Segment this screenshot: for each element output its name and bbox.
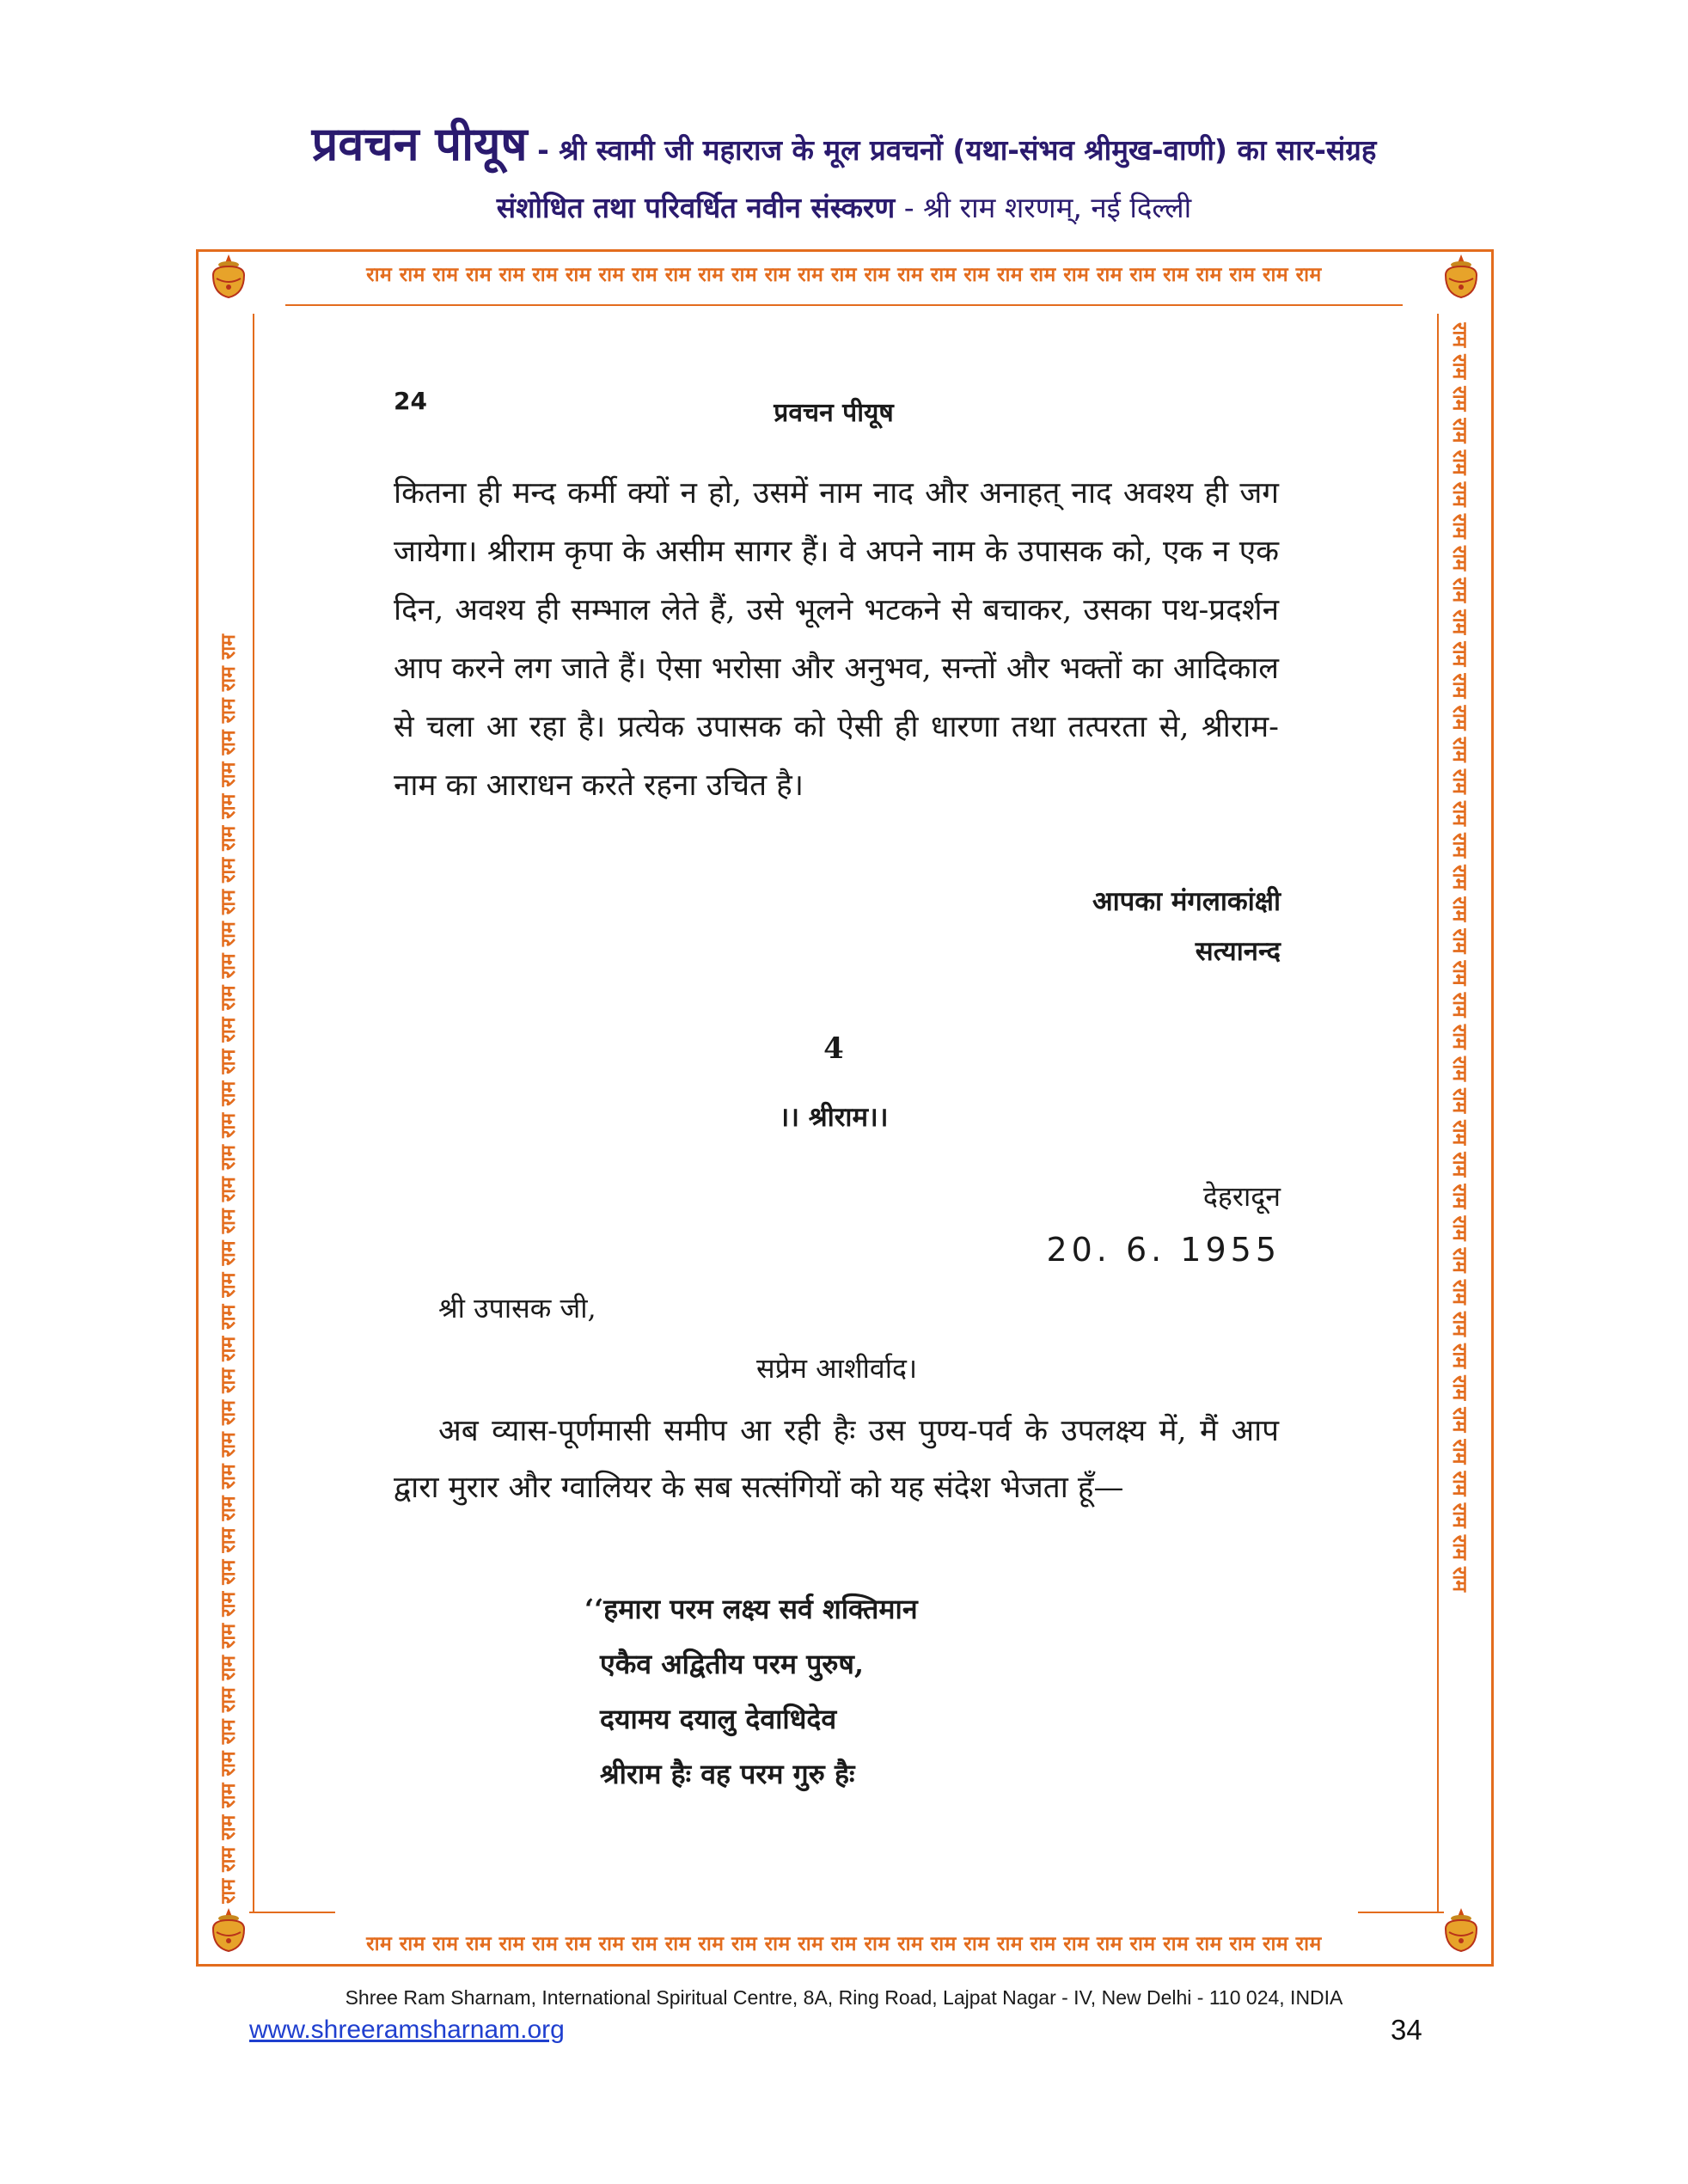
poem-line: ‘‘हमारा परम लक्ष्य सर्व शक्तिमान bbox=[584, 1593, 918, 1625]
kalash-icon bbox=[1435, 1905, 1487, 1956]
document-subheader bbox=[0, 187, 1688, 226]
kalash-icon bbox=[203, 251, 254, 303]
website-link[interactable]: www.shreeramsharnam.org bbox=[249, 2016, 565, 2044]
book-page-number: 24 bbox=[394, 387, 427, 415]
poem-line: एकैव अद्वितीय परम पुरुष, bbox=[600, 1648, 865, 1680]
book-running-title: प्रवचन पीयूष bbox=[774, 398, 894, 428]
ram-border-left-text: राम राम राम राम राम राम राम राम राम राम राम राम राम राम राम राम राम राम राम राम राम राम राम राम राम राम राम राम राम राम राम राम राम राम राम राम राम राम राम राम bbox=[217, 633, 240, 1904]
poem-line: दयामय दयालु देवाधिदेव bbox=[600, 1703, 837, 1735]
frame-inner-line-bottom-right bbox=[1358, 1912, 1444, 1913]
ram-border-right-text: राम राम राम राम राम राम राम राम राम राम राम राम राम राम राम राम राम राम राम राम राम राम राम राम राम राम राम राम राम राम राम राम राम राम राम राम राम राम राम राम bbox=[1448, 322, 1471, 1593]
frame-inner-line-right bbox=[1437, 314, 1439, 1912]
frame-inner-line-top bbox=[285, 304, 1403, 306]
ram-border-right bbox=[1444, 322, 1482, 1904]
signature-block bbox=[1092, 877, 1281, 976]
header-title: प्रवचन पीयूष bbox=[311, 117, 528, 171]
paragraph-1: कितना ही मन्द कर्मी क्यों न हो, उसमें नाम नाद और अनाहत् नाद अवश्य ही जग जायेगा। श्रीराम कृपा के असीम सागर हैं। वे अपने नाम के उपासक को, एक न एक दिन, अवश्य ही सम्भाल लेते हैं, उसे भूलने भटकने से बचाकर, उसका पथ-प्रदर्शन आप करने लग जाते हैं। ऐसा भरोसा और अनुभव, सन्तों और भक्तों का आदिकाल से चला आ रहा है। प्रत्येक उपासक को ऐसी ही धारणा तथा तत्परता से, श्रीराम-नाम का आराधन करते रहना उचित है। bbox=[394, 476, 1279, 803]
signature-line-1: आपका मंगलाकांक्षी bbox=[1092, 886, 1281, 917]
document-header bbox=[0, 110, 1688, 174]
ram-border-top: राम राम राम राम राम राम राम राम राम राम राम राम राम राम राम राम राम राम राम राम राम राम राम राम राम राम राम राम राम bbox=[366, 264, 1322, 286]
paragraph-2: अब व्यास-पूर्णमासी समीप आ रही हैः उस पुण्य-पर्व के उपलक्ष्य में, मैं आप द्वारा मुरार और ग्वालियर के सब सत्संगियों को यह संदेश भेजता हूँ— bbox=[394, 1414, 1279, 1505]
footer-address: Shree Ram Sharnam, International Spiritual Centre, 8A, Ring Road, Lajpat Nagar - IV, New Delhi - 110 024, INDIA bbox=[345, 1986, 1343, 2009]
ram-border-bottom: राम राम राम राम राम राम राम राम राम राम राम राम राम राम राम राम राम राम राम राम राम राम राम राम राम राम राम राम राम bbox=[366, 1933, 1322, 1955]
kalash-icon bbox=[203, 1905, 254, 1956]
pdf-page-number: 34 bbox=[1391, 2014, 1422, 2046]
letter-date: 20. 6. 1955 bbox=[1046, 1231, 1281, 1269]
signature-line-2: सत्यानन्द bbox=[1195, 936, 1281, 967]
salutation: श्री उपासक जी, bbox=[438, 1292, 596, 1324]
header-title-rest: - श्री स्वामी जी महाराज के मूल प्रवचनों (यथा-संभव श्रीमुख-वाणी) का सार-संग्रह bbox=[527, 133, 1377, 167]
letter-place: देहरादून bbox=[1202, 1180, 1281, 1213]
subheader-bold: संशोधित तथा परिवर्धित नवीन संस्करण bbox=[496, 191, 896, 224]
ram-border-left bbox=[206, 322, 244, 1904]
greeting: सप्रेम आशीर्वाद। bbox=[756, 1352, 918, 1385]
kalash-icon bbox=[1435, 251, 1487, 303]
frame-inner-line-bottom bbox=[249, 1912, 335, 1913]
poem-line: श्रीराम हैः वह परम गुरु हैः bbox=[600, 1758, 855, 1790]
letter-number: 4 bbox=[823, 1031, 844, 1066]
frame-inner-line-left bbox=[253, 314, 254, 1912]
poem-block bbox=[584, 1581, 918, 1802]
subheader-rest: - श्री राम शरणम्, नई दिल्ली bbox=[895, 191, 1192, 224]
scanned-page bbox=[378, 352, 1289, 1831]
invocation: ।। श्रीराम।। bbox=[779, 1102, 889, 1133]
